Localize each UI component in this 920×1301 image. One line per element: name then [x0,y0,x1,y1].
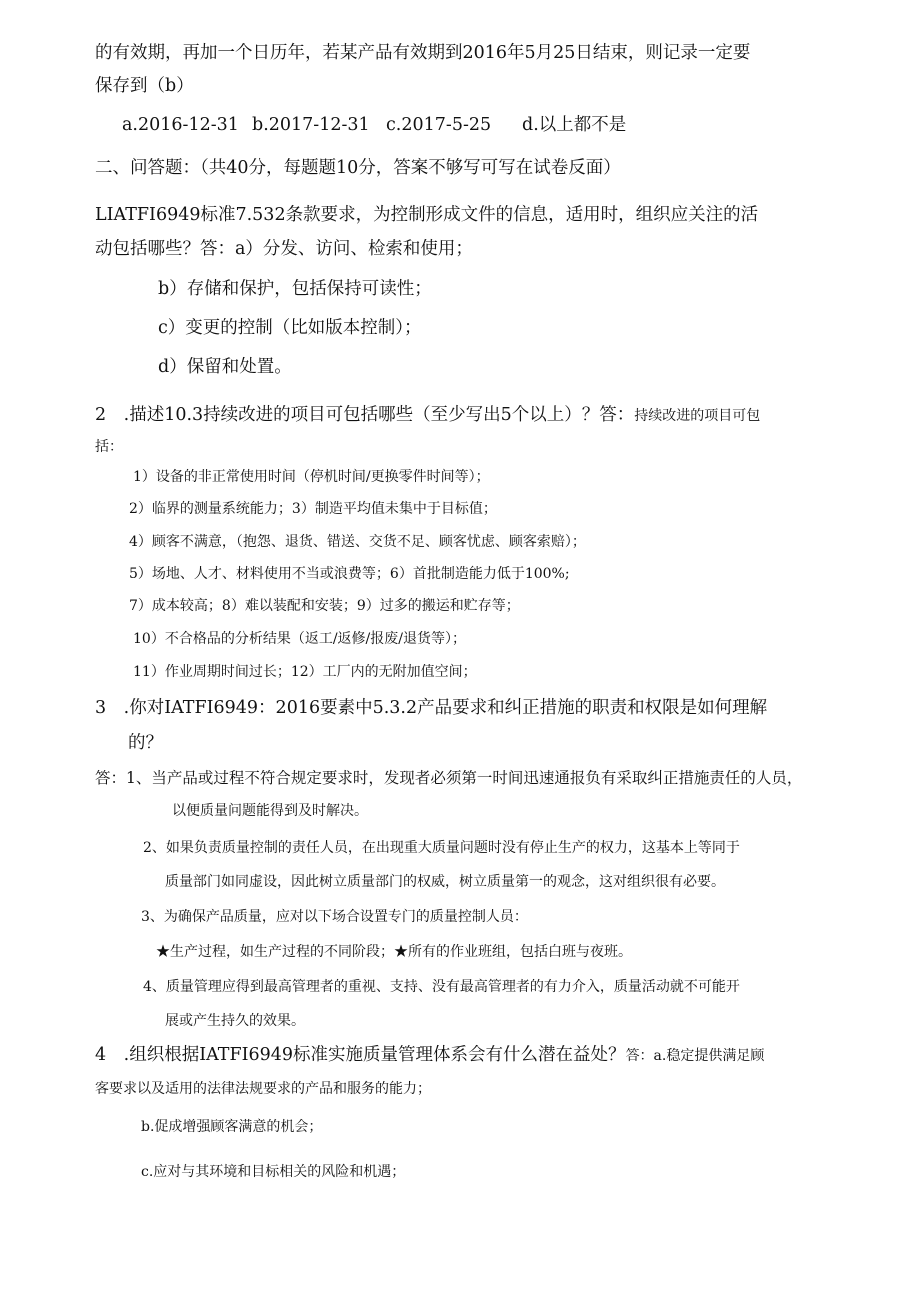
option-d: d.以上都不是 [522,115,627,135]
q4-line-2: 客要求以及适用的法律法规要求的产品和服务的能力； [95,1081,431,1097]
option-b: b.2017-12-31 [252,115,370,135]
q3-answer-1: 答：1、当产品或过程不符合规定要求时，发现者必须第一时间迅速通报负有采取纠正措施责任的人员， [95,769,803,787]
q3-answer-4: 4、质量管理应得到最高管理者的重视、支持、没有最高管理者的有力介入，质量活动就不可能开 [143,979,740,995]
option-c: c.2017-5-25 [386,115,492,135]
q3-line-1: 3 .你对IATFI6949：2016要素中5.3.2产品要求和纠正措施的职责和权限是如何理解 [95,698,768,718]
q1-item-c: c）变更的控制（比如版本控制）； [158,318,422,338]
q2-item-7: 11）作业周期时间过长；12）工厂内的无附加值空间； [133,664,477,680]
q4-item-b: b.促成增强顾客满意的机会； [141,1119,323,1135]
q1-line-1: LIATFI6949标准7.532条款要求，为控制形成文件的信息，适用时，组织应关注的活 [95,205,759,225]
q2-answer-start: 持续改进的项目可包 [634,408,761,424]
q2-line-2: 括： [95,439,123,455]
section-2-title: 二、问答题：（共40分，每题题10分，答案不够写可写在试卷反面） [95,158,621,178]
q3-answer-1-cont: 以便质量问题能得到及时解决。 [172,803,368,819]
q-top-line-2: 保存到（b） [95,76,194,96]
q3-answer-2: 2、如果负责质量控制的责任人员，在出现重大质量问题时没有停止生产的权力，这基本上等同于 [143,840,740,856]
q2-item-5: 7）成本较高；8）难以装配和安装；9）过多的搬运和贮存等； [129,598,520,614]
q3-line-2: 的？ [128,733,163,753]
q3-answer-2-cont: 质量部门如同虚设，因此树立质量部门的权威，树立质量第一的观念，这对组织很有必要。 [165,874,725,890]
q4-item-c: c.应对与其环境和目标相关的风险和机遇； [141,1164,406,1180]
q2-item-1: 1）设备的非正常使用时间（停机时间/更换零件时间等）； [133,469,490,485]
q2-item-2: 2）临界的测量系统能力；3）制造平均值未集中于目标值； [129,501,497,517]
option-a: a.2016-12-31 [122,115,239,135]
q3-answer-3-items: ★生产过程，如生产过程的不同阶段；★所有的作业班组，包括白班与夜班。 [156,944,632,960]
q2-item-6: 10）不合格品的分析结果（返工/返修/报废/退货等）； [133,631,466,647]
q1-item-b: b）存储和保护，包括保持可读性； [158,279,432,299]
q3-answer-3: 3、为确保产品质量，应对以下场合设置专门的质量控制人员： [141,909,528,925]
q4-answer-start: 答：a.稳定提供满足顾 [625,1048,765,1064]
q4-line-1 [95,1047,764,1065]
q2-item-3: 4）顾客不满意，（抱怨、退货、错送、交货不足、顾客忧虑、顾客索赔）； [129,534,586,550]
q3-answer-4-cont: 展或产生持久的效果。 [165,1013,305,1029]
q1-line-2: 动包括哪些？答：a）分发、访问、检索和使用； [95,239,473,259]
q2-item-4: 5）场地、人才、材料使用不当或浪费等；6）首批制造能力低于100%; [129,566,570,582]
q4-question: 4 .组织根据IATFI6949标准实施质量管理体系会有什么潜在益处？ [95,1045,626,1065]
q1-item-d: d）保留和处置。 [158,357,292,377]
q2-line-1 [95,407,760,425]
q2-question: 2 .描述10.3持续改进的项目可包括哪些（至少写出5个以上）？答： [95,405,635,425]
q-top-line-1: 的有效期，再加一个日历年，若某产品有效期到2016年5月25日结束，则记录一定要 [95,43,751,63]
